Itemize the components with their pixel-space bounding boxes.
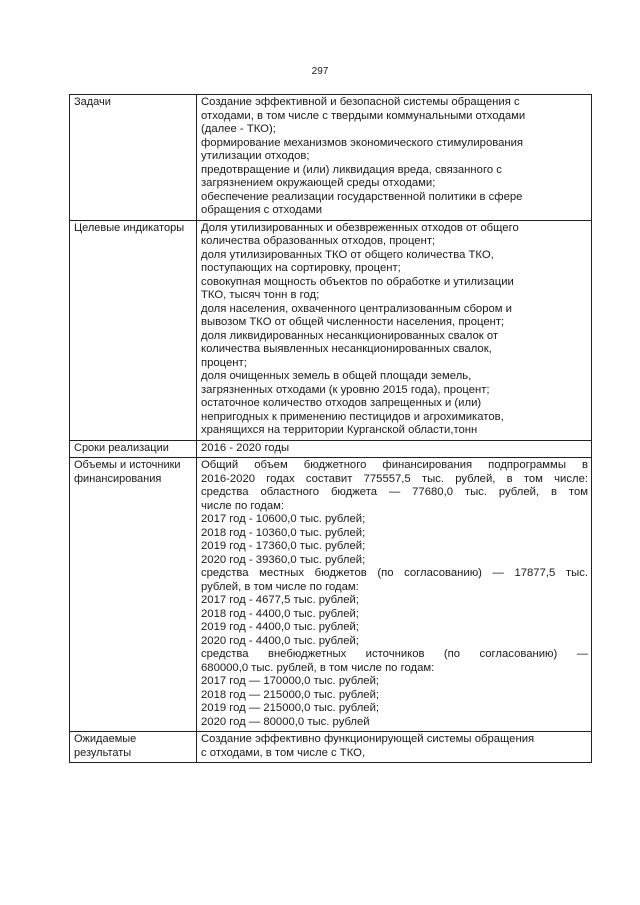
content-line: обеспечение реализации государственной политики в сфере — [201, 190, 523, 203]
content-line: Доля утилизированных и обезвреженных отходов от общего — [201, 221, 519, 234]
table-row-implementation-period — [70, 440, 592, 458]
content-line: 680000,0 тыс. рублей, в том числе по годам: — [201, 661, 435, 674]
content-line: процент; — [201, 356, 247, 369]
content-line: непригодных к применению пестицидов и агрохимикатов, — [201, 410, 504, 423]
label-line: результаты — [74, 746, 132, 759]
row-content — [197, 440, 592, 458]
row-label — [70, 95, 197, 221]
subprogram-passport-table — [69, 94, 592, 763]
row-label — [70, 440, 197, 458]
content-line: доля утилизированных ТКО от общего количества ТКО, — [201, 248, 494, 261]
content-line: доля населения, охваченного централизованным сбором и — [201, 302, 512, 315]
label-line: Целевые индикаторы — [74, 221, 185, 234]
content-line: средства внебюджетных источников (по согласованию) — — [201, 648, 588, 660]
content-line: числе по годам: — [201, 499, 285, 512]
content-line: доля очищенных земель в общей площади земель, — [201, 370, 472, 382]
content-line: ТКО, тысяч тонн в год; — [201, 289, 320, 301]
row-label — [70, 458, 197, 732]
table-row-expected-results — [70, 732, 592, 763]
content-line: средства местных бюджетов (по согласованию) — 17877,5 тыс. — [201, 567, 588, 579]
content-line: с отходами, в том числе с ТКО, — [201, 746, 366, 759]
label-line: Задачи — [74, 96, 111, 108]
content-line: 2017 год — 170000,0 тыс. рублей; — [201, 675, 380, 687]
content-line: формирование механизмов экономического стимулирования — [201, 136, 524, 149]
table-row-tasks — [70, 95, 592, 221]
row-label — [70, 732, 197, 763]
row-content — [197, 220, 592, 440]
label-line: Ожидаемые — [74, 733, 137, 745]
row-content — [197, 458, 592, 732]
content-line: 2018 год — 215000,0 тыс. рублей; — [201, 688, 380, 701]
content-line: 2019 год - 17360,0 тыс. рублей; — [201, 540, 366, 552]
content-line: 2019 год — 215000,0 тыс. рублей; — [201, 702, 380, 714]
content-line: 2016 - 2020 годы — [201, 441, 290, 454]
content-line: хранящихся на территории Курганской области,тонн — [201, 424, 478, 436]
content-line: поступающих на сортировку, процент; — [201, 262, 401, 274]
content-line: обращения с отходами — [201, 204, 323, 216]
content-line: загрязнением окружающей среды отходами; — [201, 177, 436, 189]
content-line: количества выявленных несанкционированных свалок, — [201, 343, 492, 355]
content-line: Общий объем бюджетного финансирования подпрограммы в — [201, 459, 588, 471]
content-line: 2019 год - 4400,0 тыс. рублей; — [201, 621, 359, 633]
row-label — [70, 220, 197, 440]
content-line: 2017 год - 10600,0 тыс. рублей; — [201, 513, 366, 525]
content-line: (далее - ТКО); — [201, 123, 276, 135]
table-row-funding — [70, 458, 592, 732]
content-line: загрязненных отходами (к уровню 2015 года), процент; — [201, 383, 490, 396]
content-line: Создание эффективной и безопасной системы обращения с — [201, 96, 520, 108]
content-line: 2017 год - 4677,5 тыс. рублей; — [201, 594, 359, 606]
content-line: рублей, в том числе по годам: — [201, 580, 359, 593]
content-line: 2018 год - 10360,0 тыс. рублей; — [201, 526, 366, 539]
content-line: 2020 год - 4400,0 тыс. рублей; — [201, 634, 359, 647]
page-number: 297 — [311, 66, 329, 77]
content-line: 2020 год — 80000,0 тыс. рублей — [201, 715, 370, 728]
label-line: финансирования — [74, 472, 162, 485]
content-line: отходами, в том числе с твердыми коммунальными отходами — [201, 109, 526, 122]
table-row-target-indicators — [70, 220, 592, 440]
label-line: Объемы и источники — [74, 459, 181, 471]
content-line: 2016-2020 годах составит 775557,5 тыс. рублей, в том числе: — [201, 472, 588, 485]
content-line: утилизации отходов; — [201, 150, 310, 162]
content-line: остаточное количество отходов запрещенных и (или) — [201, 397, 482, 409]
content-line: совокупная мощность объектов по обработке и утилизации — [201, 275, 514, 288]
row-content — [197, 732, 592, 763]
label-line: Сроки реализации — [74, 441, 169, 454]
content-line: 2018 год - 4400,0 тыс. рублей; — [201, 607, 359, 620]
row-content — [197, 95, 592, 221]
content-line: средства областного бюджета — 77680,0 тыс. рублей, в том — [201, 486, 588, 498]
content-line: Создание эффективно функционирующей системы обращения — [201, 733, 535, 745]
content-line: количества образованных отходов, процент; — [201, 235, 436, 247]
content-line: вывозом ТКО от общей численности населения, процент; — [201, 316, 505, 328]
content-line: 2020 год - 39360,0 тыс. рублей; — [201, 553, 366, 566]
content-line: предотвращение и (или) ликвидация вреда, связанного с — [201, 163, 502, 176]
content-line: доля ликвидированных несанкционированных свалок от — [201, 329, 499, 342]
